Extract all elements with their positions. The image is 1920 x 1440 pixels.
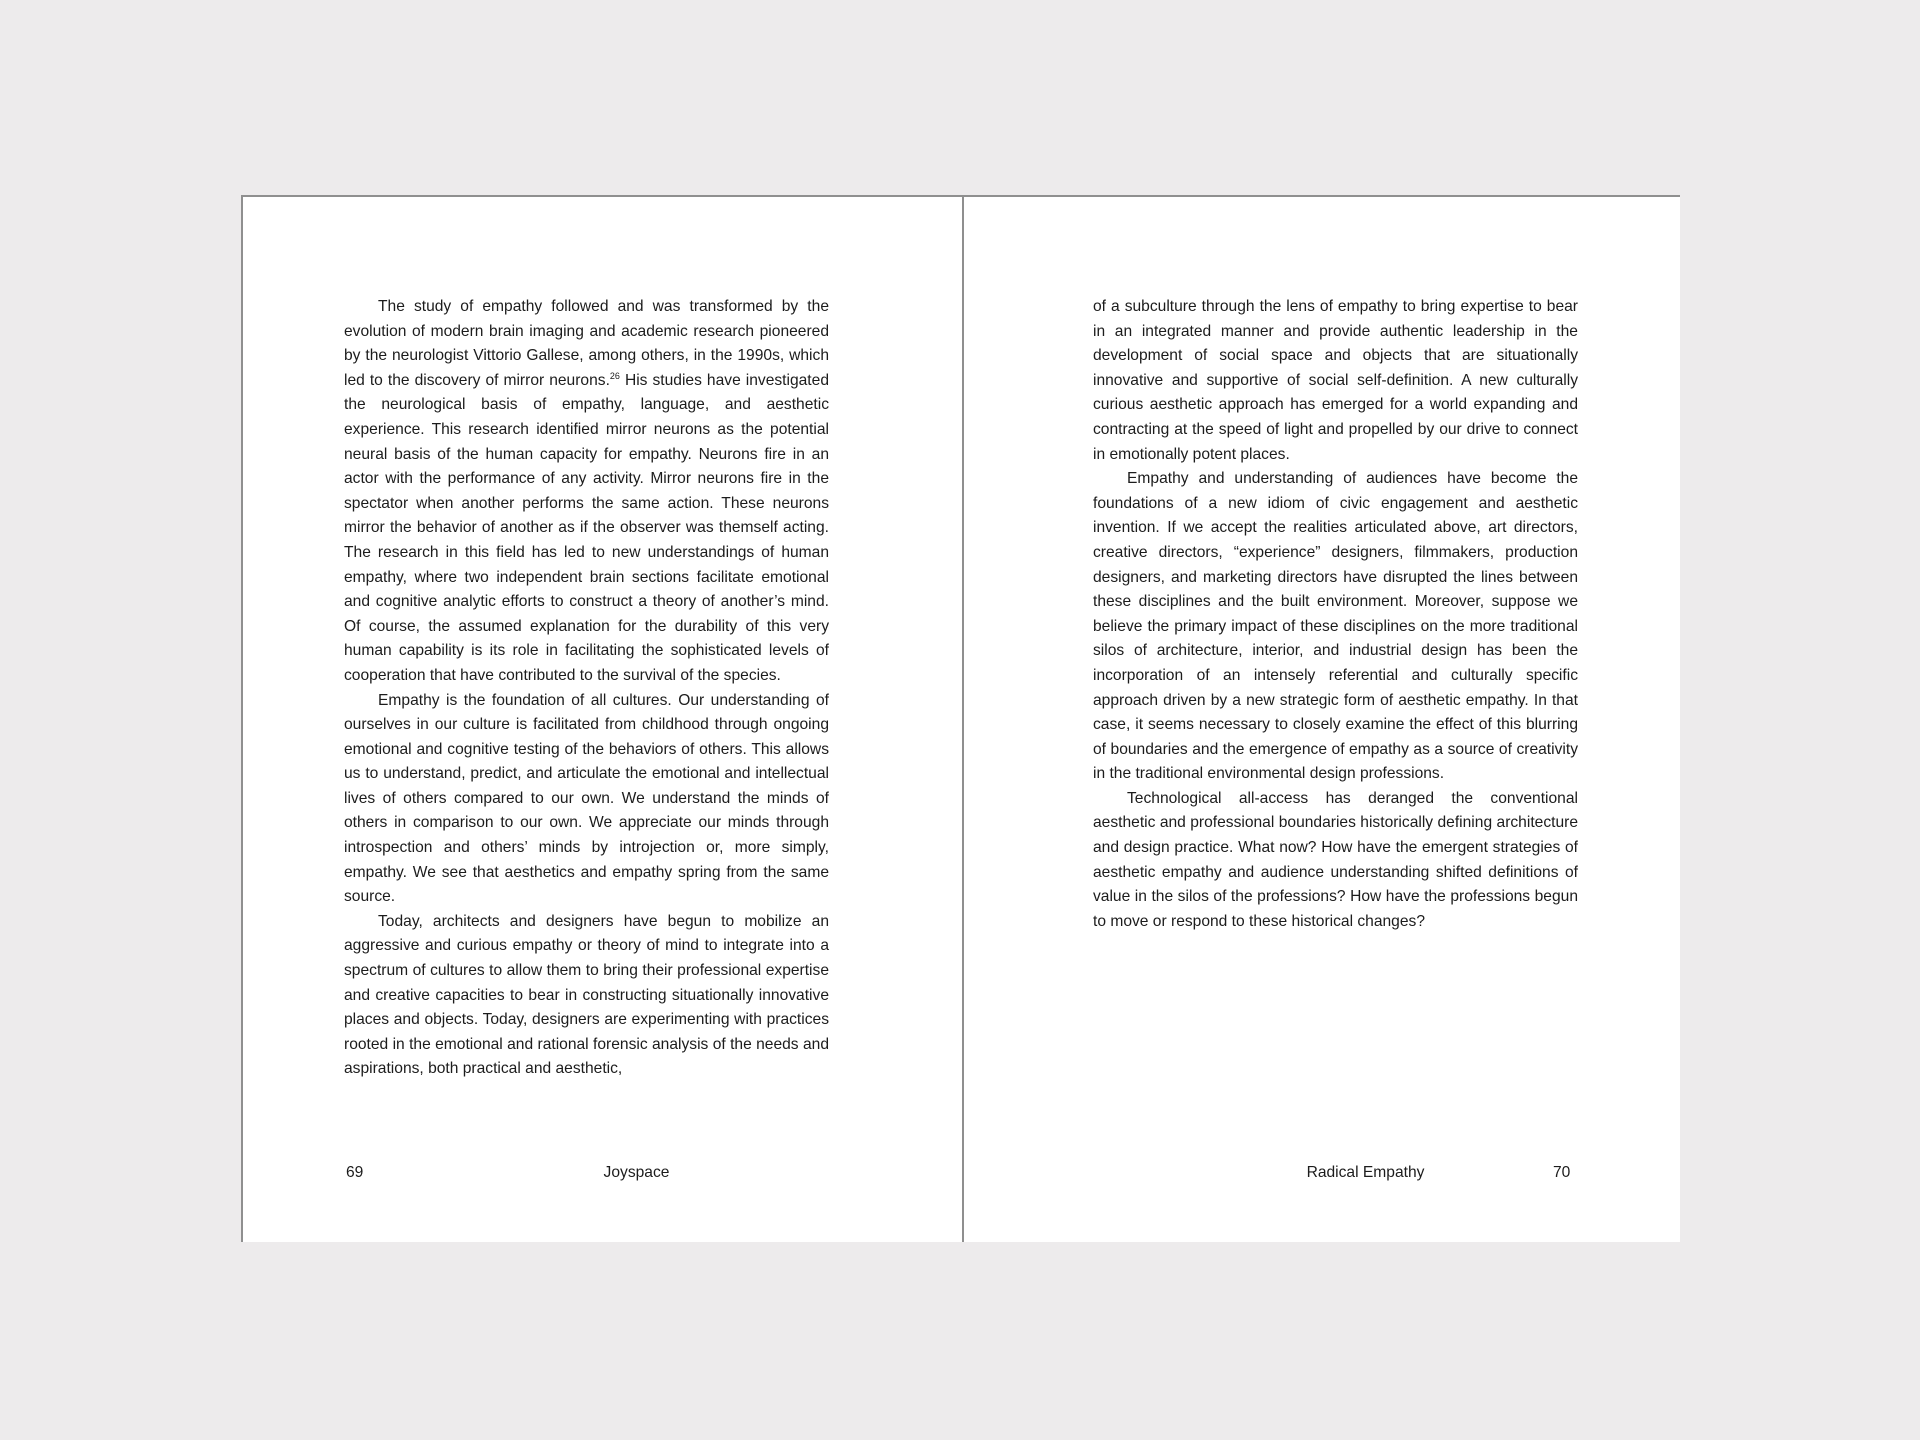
paragraph-text: The study of empathy followed and was transformed by the evolution of modern brain imaging and academic research pioneered by the neurologist Vittorio Gallese, among others, in the 1990s, which led to the discovery of mirror neurons. (344, 298, 829, 389)
right-page-number: 70 (1553, 1164, 1571, 1181)
body-paragraph (344, 295, 829, 689)
body-paragraph: Empathy and understanding of audiences have become the foundations of a new idiom of civic engagement and aesthetic invention. If we accept the realities articulated above, art directors, creative directors, “experience” designers, filmmakers, production designers, and marketing directors have disrupted the lines between these disciplines and the built environment. Moreover, suppose we believe the primary impact of these disciplines on the more traditional silos of architecture, interior, and industrial design has been the incorporation of an intensely referential and culturally specific approach driven by a new strategic form of aesthetic empathy. In that case, it seems necessary to closely examine the effect of this blurring of boundaries and the emergence of empathy as a source of creativity in the traditional environmental design professions. (1093, 470, 1578, 783)
left-page-number: 69 (346, 1164, 364, 1181)
page-gutter-divider (962, 197, 964, 1242)
right-running-head: Radical Empathy (1306, 1164, 1425, 1181)
right-page-body (1093, 295, 1578, 934)
book-spread (241, 195, 1680, 1242)
body-paragraph: Today, architects and designers have begun to mobilize an aggressive and curious empathy or theory of mind to integrate into a spectrum of cultures to allow them to bring their professional expertise and creative capacities to bear in constructing situationally innovative places and objects. Today, designers are experimenting with practices rooted in the emotional and rational forensic analysis of the needs and aspirations, both practical and aesthetic, (344, 912, 829, 1078)
left-page-body (344, 295, 829, 1082)
body-paragraph: Empathy is the foundation of all cultures. Our understanding of ourselves in our culture is facilitated from childhood through ongoing emotional and cognitive testing of the behaviors of others. This allows us to understand, predict, and articulate the emotional and intellectual lives of others compared to our own. We understand the minds of others in comparison to our own. We appreciate our minds through introspection and others’ minds by introjection or, more simply, empathy. We see that aesthetics and empathy spring from the same source. (344, 691, 829, 906)
body-paragraph-continued: of a subculture through the lens of empathy to bring expertise to bear in an integrated manner and provide authentic leadership in the development of social space and objects that are situationally innovative and supportive of social self-definition. A new culturally curious aesthetic approach has emerged for a world expanding and contracting at the speed of light and propelled by our drive to connect in emotionally potent places. (1093, 298, 1578, 463)
body-paragraph: Technological all-access has deranged the conventional aesthetic and professional boundaries historically defining architecture and design practice. What now? How have the emergent strategies of aesthetic empathy and audience understanding shifted definitions of value in the silos of the professions? How have the professions begun to move or respond to these historical changes? (1093, 789, 1578, 930)
left-running-head: Joyspace (603, 1164, 670, 1181)
paragraph-text: His studies have investigated the neurological basis of empathy, language, and aesthetic experience. This research identified mirror neurons as the potential neural basis of the human capacity for empathy. Neurons fire in an actor with the performance of any activity. Mirror neurons fire in the spectator when another performs the same action. These neurons mirror the behavior of another as if the observer was themself acting. The research in this field has led to new understandings of human empathy, where two independent brain sections facilitate emotional and cognitive analytic efforts to construct a theory of another’s mind. Of course, the assumed explanation for the durability of this very human capability is its role in facilitating the sophisticated levels of cooperation that have contributed to the survival of the species. (344, 371, 829, 684)
footnote-marker: 26 (609, 370, 620, 381)
